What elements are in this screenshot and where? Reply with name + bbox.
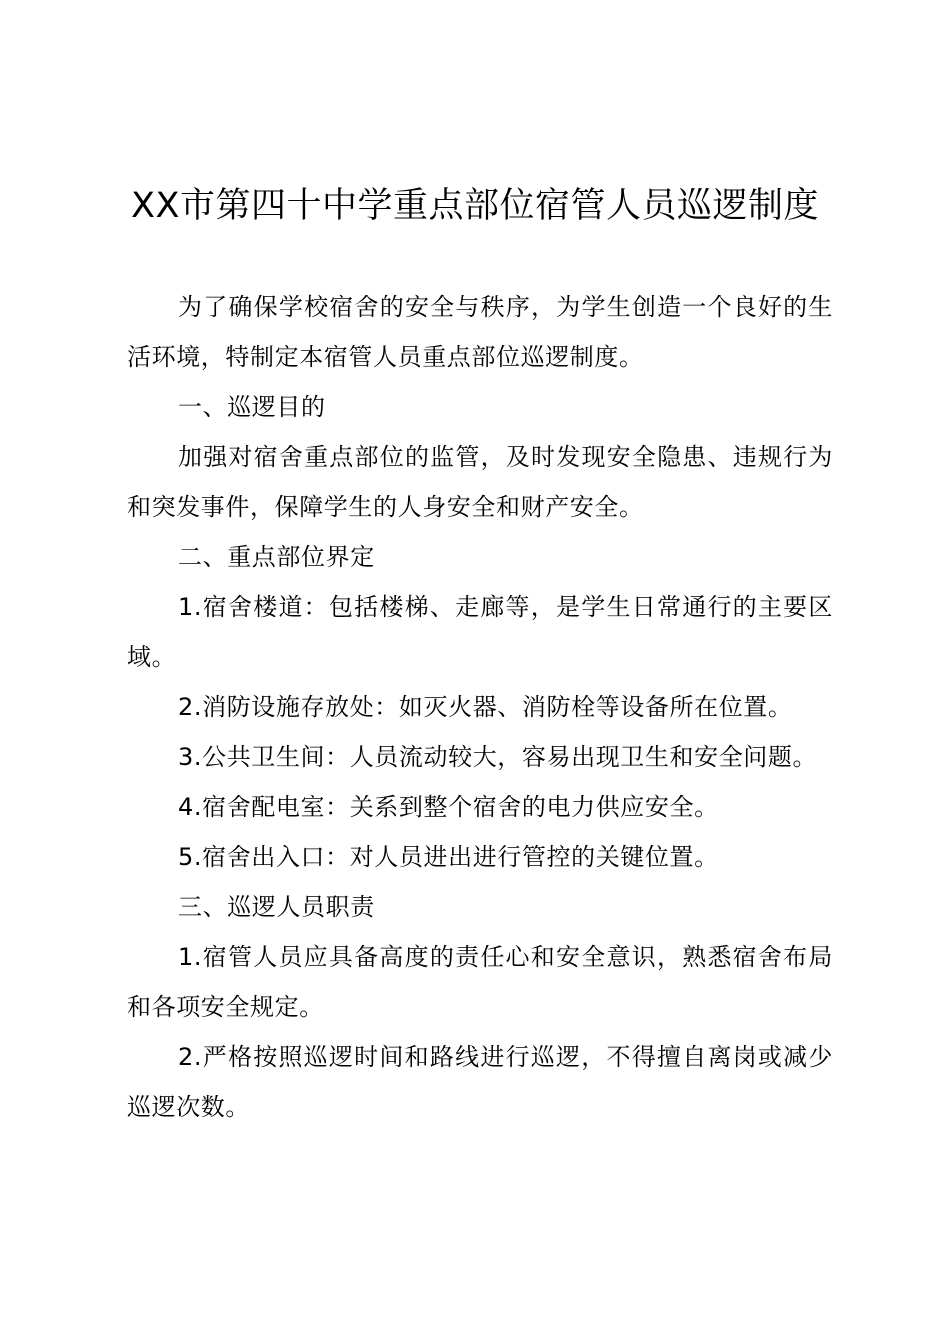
key-area-item-1: 1.宿舍楼道：包括楼梯、走廊等，是学生日常通行的主要区域。 (127, 593, 833, 671)
key-area-item-5: 5.宿舍出入口：对人员进出进行管控的关键位置。 (178, 843, 719, 871)
document-body (127, 282, 833, 1132)
duty-item-1: 1.宿管人员应具备高度的责任心和安全意识，熟悉宿舍布局和各项安全规定。 (127, 943, 833, 1021)
section-heading-duties: 三、巡逻人员职责 (178, 893, 375, 921)
purpose-paragraph: 加强对宿舍重点部位的监管，及时发现安全隐患、违规行为和突发事件，保障学生的人身安全和财产安全。 (127, 443, 833, 521)
section-heading-key-areas: 二、重点部位界定 (178, 543, 375, 571)
document-title: XX市第四十中学重点部位宿管人员巡逻制度 (131, 186, 819, 226)
intro-paragraph: 为了确保学校宿舍的安全与秩序，为学生创造一个良好的生活环境，特制定本宿管人员重点部位巡逻制度。 (127, 293, 833, 371)
key-area-item-4: 4.宿舍配电室：关系到整个宿舍的电力供应安全。 (178, 793, 719, 821)
key-area-item-3: 3.公共卫生间：人员流动较大，容易出现卫生和安全问题。 (178, 743, 818, 771)
section-heading-purpose: 一、巡逻目的 (178, 393, 326, 421)
duty-item-2: 2.严格按照巡逻时间和路线进行巡逻，不得擅自离岗或减少巡逻次数。 (127, 1043, 833, 1121)
key-area-item-2: 2.消防设施存放处：如灭火器、消防栓等设备所在位置。 (178, 693, 793, 721)
